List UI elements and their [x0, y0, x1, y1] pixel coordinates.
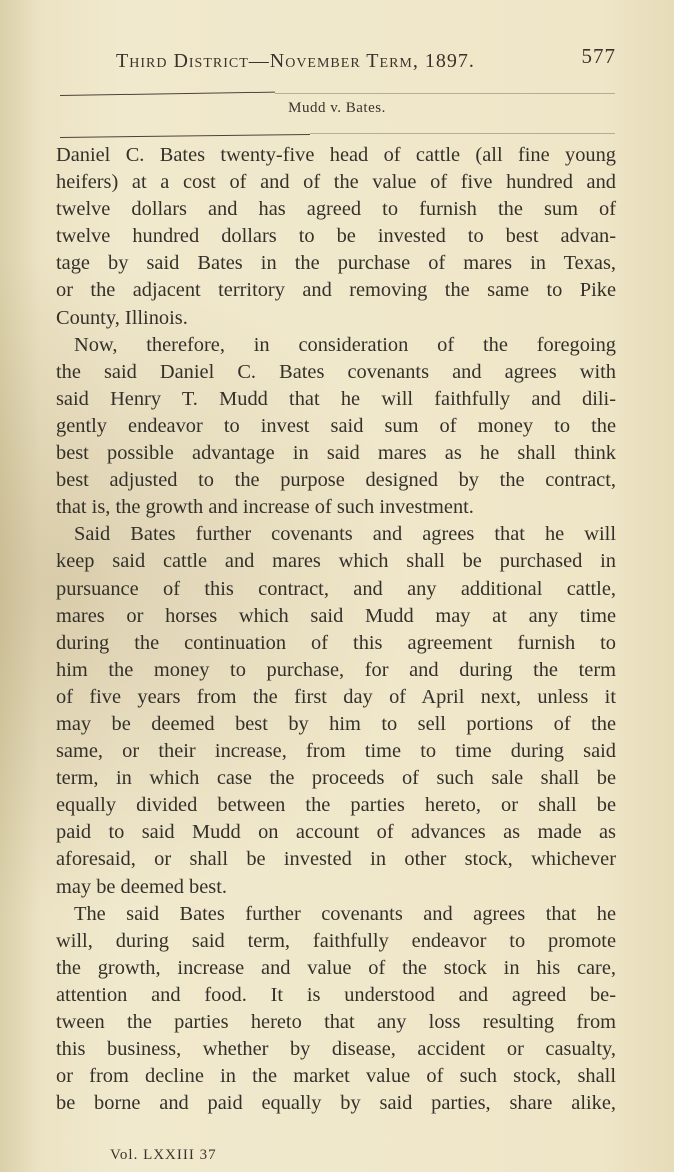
text-line: him the money to purchase, for and during the term: [56, 658, 616, 681]
header-rule-lower: [60, 134, 310, 138]
text-line: during the continuation of this agreement furnish to: [56, 631, 616, 654]
header-rule-upper: [60, 92, 275, 96]
text-line: twelve dollars and has agreed to furnish the sum of: [56, 198, 616, 221]
text-line: twelve hundred dollars to be invested to best advan-: [56, 225, 616, 248]
text-line: be borne and paid equally by said parties, share alike,: [56, 1092, 616, 1115]
text-line: term, in which case the proceeds of such sale shall be: [56, 767, 616, 790]
text-line: pursuance of this contract, and any additional cattle,: [56, 577, 616, 600]
text-line: heifers) at a cost of and of the value of five hundred and: [56, 171, 616, 194]
text-line: gently endeavor to invest said sum of money to the: [56, 414, 616, 437]
case-title: Mudd v. Bates.: [288, 100, 386, 116]
text-line: paid to said Mudd on account of advances as made as: [56, 821, 616, 844]
text-line: Now, therefore, in consideration of the foregoing: [74, 333, 616, 356]
page-number: 577: [581, 44, 616, 68]
text-line: or from decline in the market value of such stock, shall: [56, 1065, 616, 1088]
text-line: the said Daniel C. Bates covenants and agrees with: [56, 360, 616, 383]
text-line: equally divided between the parties hereto, or shall be: [56, 794, 616, 817]
text-line: aforesaid, or shall be invested in other stock, whichever: [56, 848, 616, 871]
signature-mark: Vol. LXXIII 37: [110, 1147, 217, 1163]
text-line: Daniel C. Bates twenty-five head of cattle (all fine young: [56, 144, 616, 166]
text-line: same, or their increase, from time to time during said: [56, 740, 616, 763]
text-line: that is, the growth and increase of such investment.: [56, 496, 474, 519]
text-line: or the adjacent territory and removing the same to Pike: [56, 279, 616, 302]
text-line: of five years from the first day of April next, unless it: [56, 685, 616, 708]
header-rule-upper-faint: [275, 93, 615, 94]
body-text: [56, 142, 616, 1117]
text-line: Said Bates further covenants and agrees that he will: [74, 523, 616, 546]
text-line: attention and food. It is understood and agreed be-: [56, 983, 616, 1006]
text-line: may be deemed best.: [56, 875, 227, 898]
running-title: Third District—November Term, 1897.: [116, 50, 475, 72]
text-line: County, Illinois.: [56, 306, 188, 329]
text-line: may be deemed best by him to sell portions of the: [56, 712, 616, 735]
text-line: keep said cattle and mares which shall be purchased in: [56, 550, 616, 573]
text-line: the growth, increase and value of the stock in his care,: [56, 956, 616, 979]
text-line: best adjusted to the purpose designed by the contract,: [56, 469, 616, 492]
text-line: The said Bates further covenants and agrees that he: [74, 902, 616, 925]
text-line: this business, whether by disease, accident or casualty,: [56, 1038, 616, 1061]
text-line: mares or horses which said Mudd may at any time: [56, 604, 616, 627]
text-line: tage by said Bates in the purchase of mares in Texas,: [56, 252, 616, 275]
text-line: tween the parties hereto that any loss resulting from: [56, 1011, 616, 1033]
text-line: said Henry T. Mudd that he will faithfully and dili-: [56, 387, 616, 410]
running-head: [116, 44, 616, 74]
text-line: will, during said term, faithfully endeavor to promote: [56, 929, 616, 952]
text-line: best possible advantage in said mares as he shall think: [56, 442, 616, 465]
header-rule-lower-faint: [310, 133, 615, 134]
